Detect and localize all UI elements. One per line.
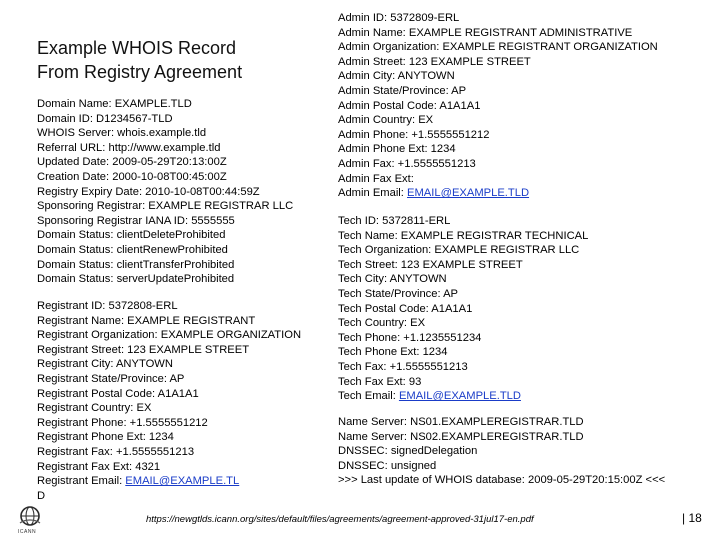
nameserver-info-line: DNSSEC: unsigned xyxy=(338,459,437,472)
registrant-lines xyxy=(37,299,301,474)
registrant-line: Registrant Phone: +1.5555551212 xyxy=(37,416,208,429)
registrant-line: Registrant Phone Ext: 1234 xyxy=(37,431,174,444)
registrant-info-block xyxy=(37,299,301,503)
domain-info-line: Domain ID: D1234567-TLD xyxy=(37,112,173,125)
registrant-email-label: Registrant Email: xyxy=(37,475,126,488)
registrant-line: Registrant Country: EX xyxy=(37,402,152,415)
domain-info-line: Domain Status: clientRenewProhibited xyxy=(37,243,228,256)
icann-logo-text: ICANN xyxy=(18,529,37,535)
domain-info-line: Domain Name: EXAMPLE.TLD xyxy=(37,98,192,110)
tech-info-block xyxy=(338,214,588,404)
registrant-line: Registrant City: ANYTOWN xyxy=(37,358,173,371)
tech-line: Tech Organization: EXAMPLE REGISTRAR LLC xyxy=(338,244,580,257)
page-title-line-2: From Registry Agreement xyxy=(37,62,243,82)
registrant-line: Registrant Street: 123 EXAMPLE STREET xyxy=(37,343,250,356)
admin-line: Admin Phone: +1.5555551212 xyxy=(338,128,490,141)
registrant-line: Registrant Postal Code: A1A1A1 xyxy=(37,387,199,400)
page-title-line-1: Example WHOIS Record xyxy=(37,38,237,58)
admin-email-link[interactable]: EMAIL@EXAMPLE.TLD xyxy=(407,187,530,200)
registrant-email-link[interactable]: EMAIL@EXAMPLE.TL xyxy=(125,475,240,488)
admin-line: Admin Fax Ext: xyxy=(338,172,414,185)
admin-line: Admin Name: EXAMPLE REGISTRANT ADMINISTRATIVE xyxy=(338,26,633,39)
admin-info-block xyxy=(338,11,658,201)
domain-info-line: Sponsoring Registrar IANA ID: 5555555 xyxy=(37,214,235,227)
domain-info-line: Sponsoring Registrar: EXAMPLE REGISTRAR LLC xyxy=(37,200,294,213)
registrant-line: Registrant Fax: +1.5555551213 xyxy=(37,445,195,458)
domain-info-line: Domain Status: clientDeleteProhibited xyxy=(37,229,226,242)
tech-email-line xyxy=(338,389,588,404)
nameserver-info-line: >>> Last update of WHOIS database: 2009-05-29T20:15:00Z <<< xyxy=(338,474,666,487)
admin-line: Admin Street: 123 EXAMPLE STREET xyxy=(338,55,531,68)
tech-line: Tech Postal Code: A1A1A1 xyxy=(338,302,473,315)
domain-info-line: Domain Status: serverUpdateProhibited xyxy=(37,273,235,286)
tech-line: Tech Fax: +1.5555551213 xyxy=(338,360,468,373)
nameserver-info-line: Name Server: NS01.EXAMPLEREGISTRAR.TLD xyxy=(338,416,584,428)
admin-line: Admin Postal Code: A1A1A1 xyxy=(338,99,481,112)
nameserver-info-line: Name Server: NS02.EXAMPLEREGISTRAR.TLD xyxy=(338,430,584,443)
admin-line: Admin Organization: EXAMPLE REGISTRANT ORGANIZATION xyxy=(338,41,658,54)
admin-lines xyxy=(338,11,658,186)
tech-line: Tech Name: EXAMPLE REGISTRAR TECHNICAL xyxy=(338,229,589,242)
page-number: | 18 xyxy=(682,511,702,525)
domain-info-line: Domain Status: clientTransferProhibited xyxy=(37,258,235,271)
nameserver-info-block xyxy=(338,415,665,488)
tech-email-link[interactable]: EMAIL@EXAMPLE.TLD xyxy=(398,390,521,403)
footer-source-url[interactable]: https://newgtlds.icann.org/sites/default/files/agreements/agreement-approved-31jul17-en.pdf xyxy=(146,514,534,525)
registrant-line: Registrant Fax Ext: 4321 xyxy=(37,460,161,473)
domain-info-block xyxy=(37,97,293,287)
tech-line: Tech Street: 123 EXAMPLE STREET xyxy=(338,258,523,271)
registrant-email-line xyxy=(37,474,301,489)
admin-line: Admin State/Province: AP xyxy=(338,84,467,97)
admin-email-line xyxy=(338,186,658,201)
tech-line: Tech ID: 5372811-ERL xyxy=(338,215,451,227)
admin-line: Admin Fax: +1.5555551213 xyxy=(338,157,476,170)
registrant-email-wrap: D xyxy=(37,489,46,502)
tech-email-label: Tech Email: xyxy=(338,390,399,403)
tech-line: Tech Country: EX xyxy=(338,317,426,330)
nameserver-info-line: DNSSEC: signedDelegation xyxy=(338,445,478,458)
admin-email-label: Admin Email: xyxy=(338,187,408,200)
domain-info-line: Referral URL: http://www.example.tld xyxy=(37,141,221,154)
admin-line: Admin Country: EX xyxy=(338,114,434,127)
domain-info-line: Creation Date: 2000-10-08T00:45:00Z xyxy=(37,170,227,183)
icann-globe-icon xyxy=(16,505,44,529)
registrant-line: Registrant Organization: EXAMPLE ORGANIZATION xyxy=(37,329,302,342)
tech-line: Tech Fax Ext: 93 xyxy=(338,375,422,388)
tech-line: Tech Phone Ext: 1234 xyxy=(338,346,448,359)
tech-line: Tech Phone: +1.1235551234 xyxy=(338,331,482,344)
admin-line: Admin Phone Ext: 1234 xyxy=(338,143,456,156)
admin-line: Admin ID: 5372809-ERL xyxy=(338,12,460,24)
admin-line: Admin City: ANYTOWN xyxy=(338,70,455,83)
page-title xyxy=(37,36,307,84)
tech-lines xyxy=(338,214,588,389)
registrant-line: Registrant Name: EXAMPLE REGISTRANT xyxy=(37,314,256,327)
domain-info-line: Registry Expiry Date: 2010-10-08T00:44:59Z xyxy=(37,185,260,198)
domain-info-line: Updated Date: 2009-05-29T20:13:00Z xyxy=(37,156,227,169)
tech-line: Tech City: ANYTOWN xyxy=(338,273,447,286)
tech-line: Tech State/Province: AP xyxy=(338,287,459,300)
icann-logo xyxy=(16,505,44,537)
registrant-line: Registrant ID: 5372808-ERL xyxy=(37,300,178,312)
domain-info-line: WHOIS Server: whois.example.tld xyxy=(37,127,207,140)
registrant-line: Registrant State/Province: AP xyxy=(37,372,185,385)
